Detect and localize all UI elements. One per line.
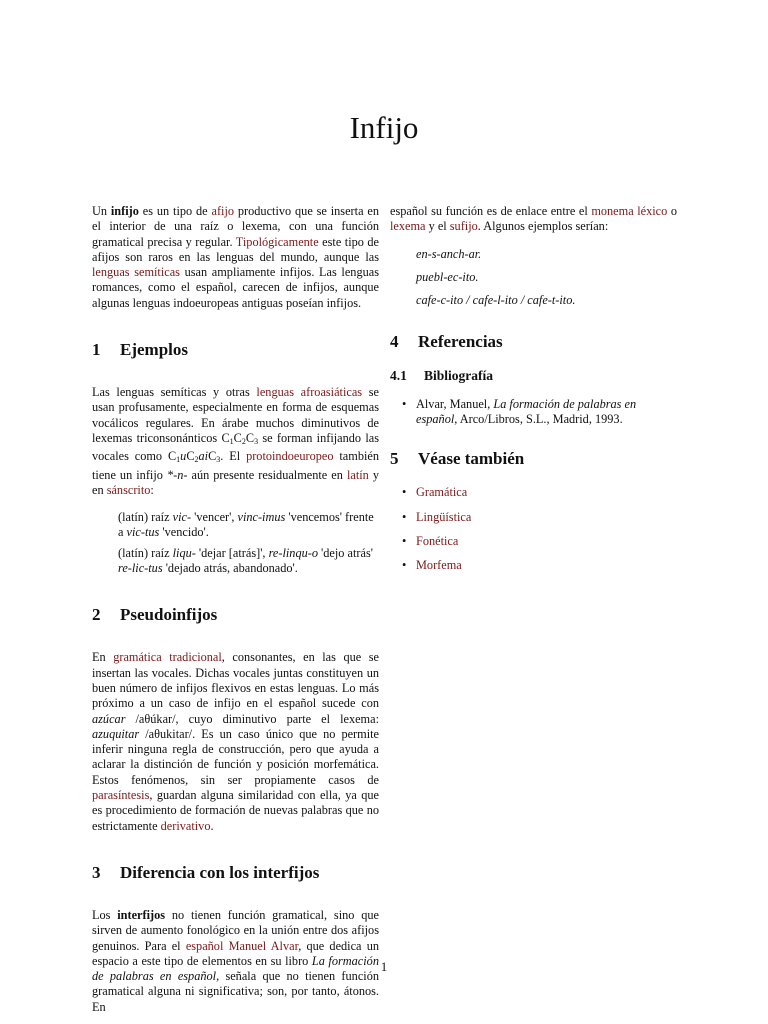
section-heading-interfijos: 3 Diferencia con los interfijos (92, 862, 320, 882)
see-also-item (390, 510, 677, 525)
bullet-icon: • (402, 558, 407, 573)
section-heading-vease-tambien: 5 Véase también (390, 449, 525, 469)
link-derivativo[interactable]: derivativo (160, 818, 211, 833)
link-afijo[interactable]: afijo (211, 204, 235, 218)
link-manuel-alvar[interactable]: Manuel Alvar (228, 938, 299, 953)
page-number: 1 (380, 960, 388, 974)
interfijos-paragraph: Los interfijos no tienen función gramatical, sino que sirven de aumento fonológico en la unión entre dos afijos genuinos. Para el español Manuel Alvar, que dedica un espacio a este tipo de elementos en su libro La formación de palabras en español, señala que no tienen función gramatical alguna ni significativa; son, por tanto, átonos. En (92, 907, 379, 1014)
link-protoindoeuropeo[interactable]: protoindoeuropeo (246, 449, 334, 464)
example-quote-liqu: (latín) raíz liqu- 'dejar [atrás]', re-linqu-o 'dejo atrás' re-lic-tus 'dejado atrás, abandonado'. (118, 545, 373, 576)
link-parasintesis[interactable]: parasíntesis (92, 788, 150, 803)
link-linguistica[interactable]: Lingüística (416, 509, 472, 524)
pseudoinfijos-paragraph: En gramática tradicional, consonantes, en las que se insertan las vocales. Dichas vocales juntas constituyen un buen número de infijos flexivos en estas lenguas. Lo más próximo a un caso de infijo en el español sucede con azúcar /aθúkar/, cuyo diminutivo parte el lexema: azuquitar /aθukitar/. Es un caso único que no permite inferir ninguna regla de construcción, pero que ayuda a aclarar la distinción de función y posición morfemática. Estos fenómenos, sin ser propiamente casos de parasíntesis, guardan alguna similaridad con ella, ya que es procedimiento de formación de nuevas palabras que no estrictamente derivativo. (92, 650, 379, 833)
link-espanol[interactable]: español (185, 938, 224, 953)
see-also-item (390, 534, 677, 549)
bullet-icon: • (402, 509, 407, 524)
see-also-item (390, 558, 677, 573)
bibliography-list (390, 397, 677, 428)
link-sufijo[interactable]: sufijo (449, 219, 478, 234)
bullet-icon: • (402, 533, 407, 548)
example-pueblecito: puebl-ec-ito. (416, 269, 479, 284)
link-gramatica[interactable]: Gramática (416, 485, 468, 500)
bibliography-item: • Alvar, Manuel, La formación de palabras en español, Arco/Libros, S.L., Madrid, 1993. (402, 396, 637, 427)
link-gramatica-tradicional[interactable]: gramática tradicional (113, 650, 222, 665)
link-lenguas-afroasiaticas[interactable]: lenguas afroasiáticas (256, 385, 363, 400)
example-cafecito: cafe-c-ito / cafe-l-ito / cafe-t-ito. (416, 293, 576, 308)
section-heading-ejemplos: 1 Ejemplos (92, 340, 188, 360)
section-heading-referencias: 4 Referencias (390, 332, 503, 352)
subsection-heading-bibliografia: 4.1 Bibliografía (390, 368, 494, 384)
section-heading-pseudoinfijos: 2 Pseudoinfijos (92, 605, 218, 625)
link-monema-lexico[interactable]: monema léxico (591, 204, 668, 218)
link-tipologicamente[interactable]: Tipológicamente (235, 234, 319, 249)
link-latin[interactable]: latín (346, 467, 369, 482)
page-title: Infijo (349, 110, 419, 145)
link-lexema[interactable]: lexema (390, 219, 426, 234)
interfijos-continuation: español su función es de enlace entre el monema léxico o lexema y el sufijo. Algunos ejemplos serían: (390, 204, 677, 234)
link-lenguas-semiticas[interactable]: lenguas semíticas (92, 265, 180, 280)
example-quote-vic: (latín) raíz vic- 'vencer', vinc-imus 'vencemos' frente a vic-tus 'vencido'. (118, 510, 374, 540)
bullet-icon: • (402, 396, 407, 411)
left-column (92, 204, 379, 1015)
see-also-list (390, 485, 677, 573)
term-infijo: infijo (110, 204, 139, 218)
link-fonetica[interactable]: Fonética (416, 533, 459, 548)
see-also-item (390, 485, 677, 500)
example-ensanchar: en-s-anch-ar. (416, 246, 482, 261)
link-sanscrito[interactable]: sánscrito (106, 482, 151, 497)
ejemplos-paragraph: Las lenguas semíticas y otras lenguas afroasiáticas se usan profusamente, especialmente en forma de esquemas vocálicos regulares. En árabe muchos diminutivos de lexemas triconsonánticos $C_1C_2C_3$ se forman infijando las vocales como $C_1uC_2aiC_3$. El protoindoeuropeo también tiene un infijo *-n- aún presente residualmente en latín y en sánscrito: (92, 385, 379, 497)
bullet-icon: • (402, 485, 407, 500)
link-morfema[interactable]: Morfema (416, 558, 462, 573)
right-column (390, 204, 677, 583)
intro-paragraph: Un infijo es un tipo de afijo productivo que se inserta en el interior de una raíz o lexema, con una función gramatical precisa y regular. Tipológicamente este tipo de afijos son raros en las lenguas del mundo, aunque las lenguas semíticas usan ampliamente infijos. Las lenguas romances, como el español, carecen de infijos, aunque algunas lenguas indoeuropeas antiguas poseían infijos. (92, 204, 379, 310)
